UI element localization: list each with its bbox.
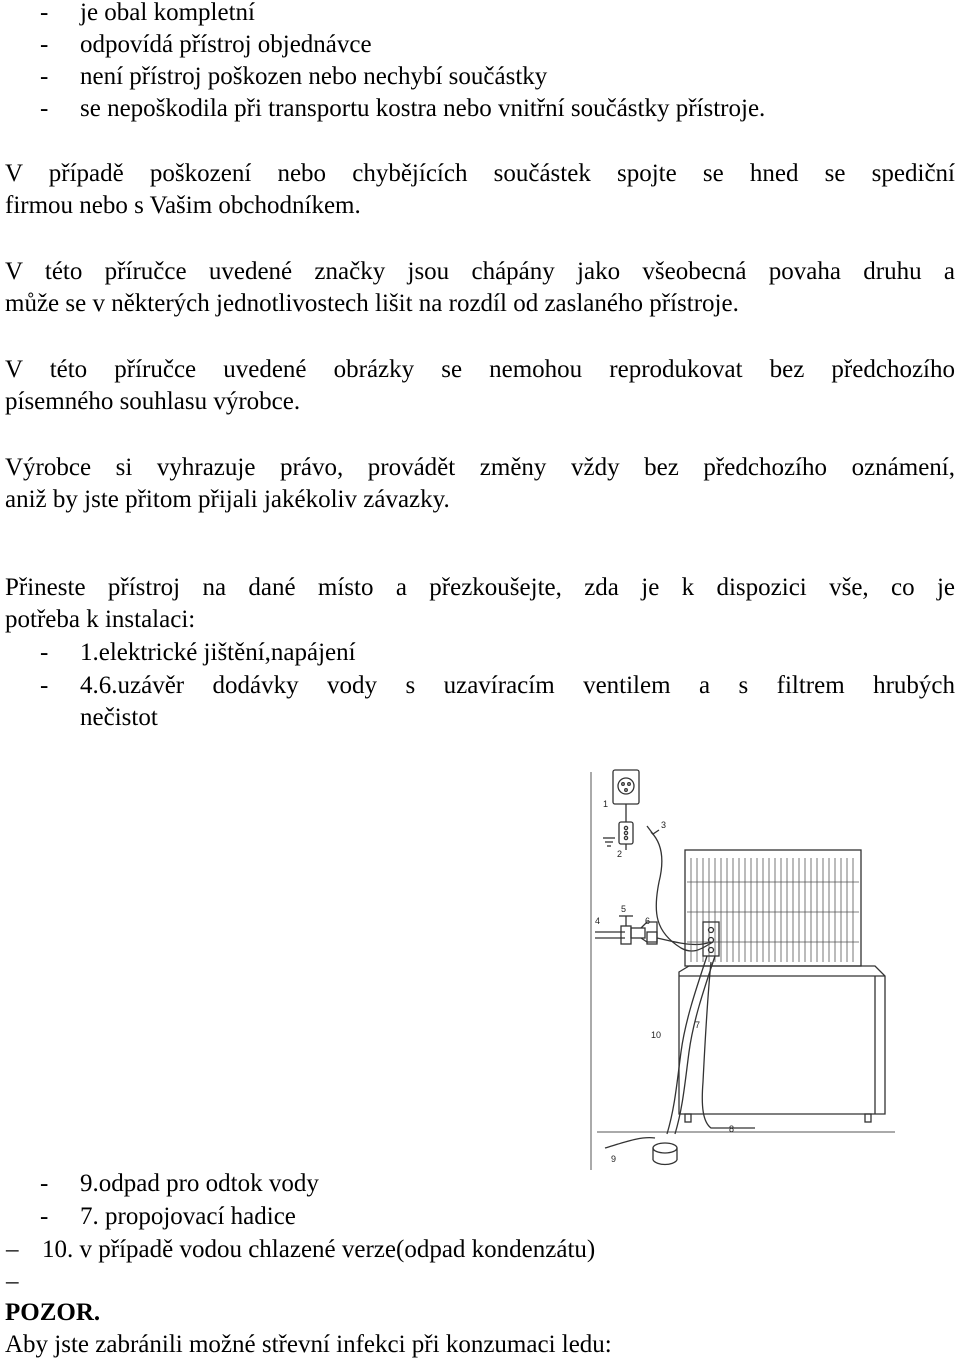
install-item-1: 1.elektrické jištění,napájení <box>80 639 356 666</box>
install-paragraph-line-2: potřeba k instalaci: <box>5 606 196 633</box>
callout-5: 5 <box>621 904 627 914</box>
list-dash: - <box>40 672 49 699</box>
list-dash: - <box>40 63 49 90</box>
callout-10: 10 <box>651 1030 662 1040</box>
list-dash: - <box>40 639 49 666</box>
drain-item-9: 9.odpad pro odtok vody <box>80 1170 319 1197</box>
callout-1: 1 <box>603 799 609 809</box>
check-item-3: není přístroj poškozen nebo nechybí součástky <box>80 63 548 90</box>
images-paragraph-line-2: písemného souhlasu výrobce. <box>5 388 301 415</box>
rights-paragraph-line-1: Výrobce si vyhrazuje právo, provádět změny vždy bez předchozího oznámení, <box>5 454 955 481</box>
damage-paragraph-line-1: V případě poškození nebo chybějících součástek spojte se hned se spediční <box>5 160 955 187</box>
images-paragraph-line-1: V této příručce uvedené obrázky se nemohou reprodukovat bez předchozího <box>5 356 955 383</box>
callout-8: 8 <box>729 1124 735 1134</box>
list-dash: - <box>40 1203 49 1230</box>
list-dash: - <box>40 1170 49 1197</box>
diagram-callouts <box>595 799 734 1164</box>
warning-text: Aby jste zabránili možné střevní infekci při konzumaci ledu: <box>5 1331 612 1358</box>
list-dash: - <box>40 95 49 122</box>
callout-7: 7 <box>695 1020 701 1030</box>
callout-2: 2 <box>617 849 623 859</box>
condensate-item-10: 10. v případě vodou chlazené verze(odpad kondenzátu) <box>42 1236 596 1263</box>
callout-3: 3 <box>661 820 667 830</box>
callout-4: 4 <box>595 916 601 926</box>
marks-paragraph-line-2: může se v některých jednotlivostech lišit na rozdíl od zaslaného přístroje. <box>5 290 739 317</box>
list-dash: - <box>40 0 49 26</box>
damage-paragraph-line-2: firmou nebo s Vašim obchodníkem. <box>5 192 361 219</box>
install-paragraph-line-1: Přineste přístroj na dané místo a přezkoušejte, zda je k dispozici vše, co je <box>5 574 955 601</box>
warning-title: POZOR. <box>5 1299 101 1326</box>
marks-paragraph-line-1: V této příručce uvedené značky jsou chápány jako všeobecná povaha druhu a <box>5 258 955 285</box>
install-item-2-line-1: 4.6.uzávěr dodávky vody s uzavíracím ventilem a s filtrem hrubých <box>80 672 955 699</box>
callout-9: 9 <box>611 1154 617 1164</box>
list-dash: – <box>6 1268 19 1295</box>
check-item-1: je obal kompletní <box>80 0 255 26</box>
check-item-2: odpovídá přístroj objednávce <box>80 31 372 58</box>
callout-6: 6 <box>645 916 651 926</box>
list-dash: - <box>40 31 49 58</box>
installation-drawing <box>585 762 905 1174</box>
hose-item-7: 7. propojovací hadice <box>80 1203 296 1230</box>
install-item-2-line-2: nečistot <box>80 704 158 731</box>
check-item-4: se nepoškodila při transportu kostra nebo vnitřní součástky přístroje. <box>80 95 766 122</box>
list-dash: – <box>6 1236 19 1263</box>
ice-machine-installation-diagram <box>585 762 905 1174</box>
rights-paragraph-line-2: aniž by jste přitom přijali jakékoliv závazky. <box>5 486 450 513</box>
